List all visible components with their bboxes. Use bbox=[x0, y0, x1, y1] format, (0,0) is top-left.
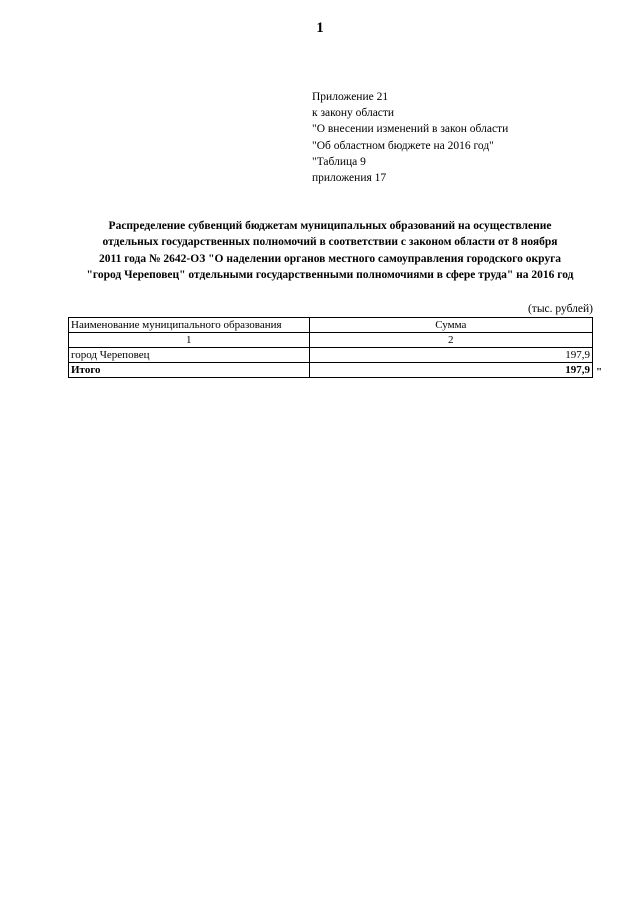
total-label: Итого bbox=[69, 363, 310, 378]
appendix-line: "Об областном бюджете на 2016 год" bbox=[312, 139, 494, 152]
column-number: 1 bbox=[69, 333, 310, 348]
table-header-row bbox=[69, 318, 593, 333]
column-number: 2 bbox=[309, 333, 592, 348]
page-number: 1 bbox=[316, 20, 324, 36]
total-sum: 197,9 bbox=[309, 363, 592, 378]
header-sum: Сумма bbox=[309, 318, 592, 333]
title-line: Распределение субвенций бюджетам муниципальных образований на осуществление bbox=[108, 220, 552, 232]
appendix-reference bbox=[312, 89, 508, 186]
table-row bbox=[69, 348, 593, 363]
units-note: (тыс. рублей) bbox=[527, 303, 593, 315]
title-line: отдельных государственных полномочий в соответствии с законом области от 8 ноября bbox=[102, 236, 558, 249]
appendix-line: к закону области bbox=[312, 107, 395, 120]
row-name: город Череповец bbox=[69, 348, 310, 363]
header-name: Наименование муниципального образования bbox=[69, 318, 310, 333]
appendix-line: "О внесении изменений в закон области bbox=[312, 123, 509, 136]
title-line: 2011 года № 2642-ОЗ "О наделении органов местного самоуправления городского округа bbox=[98, 252, 562, 265]
appendix-line: приложения 17 bbox=[312, 172, 387, 185]
row-sum: 197,9 bbox=[309, 348, 592, 363]
subvention-table bbox=[68, 317, 593, 378]
document-title bbox=[60, 218, 600, 283]
closing-quote: " bbox=[596, 366, 603, 378]
appendix-line: Приложение 21 bbox=[312, 91, 389, 103]
appendix-line: "Таблица 9 bbox=[312, 155, 366, 168]
table-total-row bbox=[69, 363, 593, 378]
title-line: "город Череповец" отдельными государственными полномочиями в сфере труда" на 2016 год bbox=[86, 268, 574, 281]
table-column-numbers-row bbox=[69, 333, 593, 348]
